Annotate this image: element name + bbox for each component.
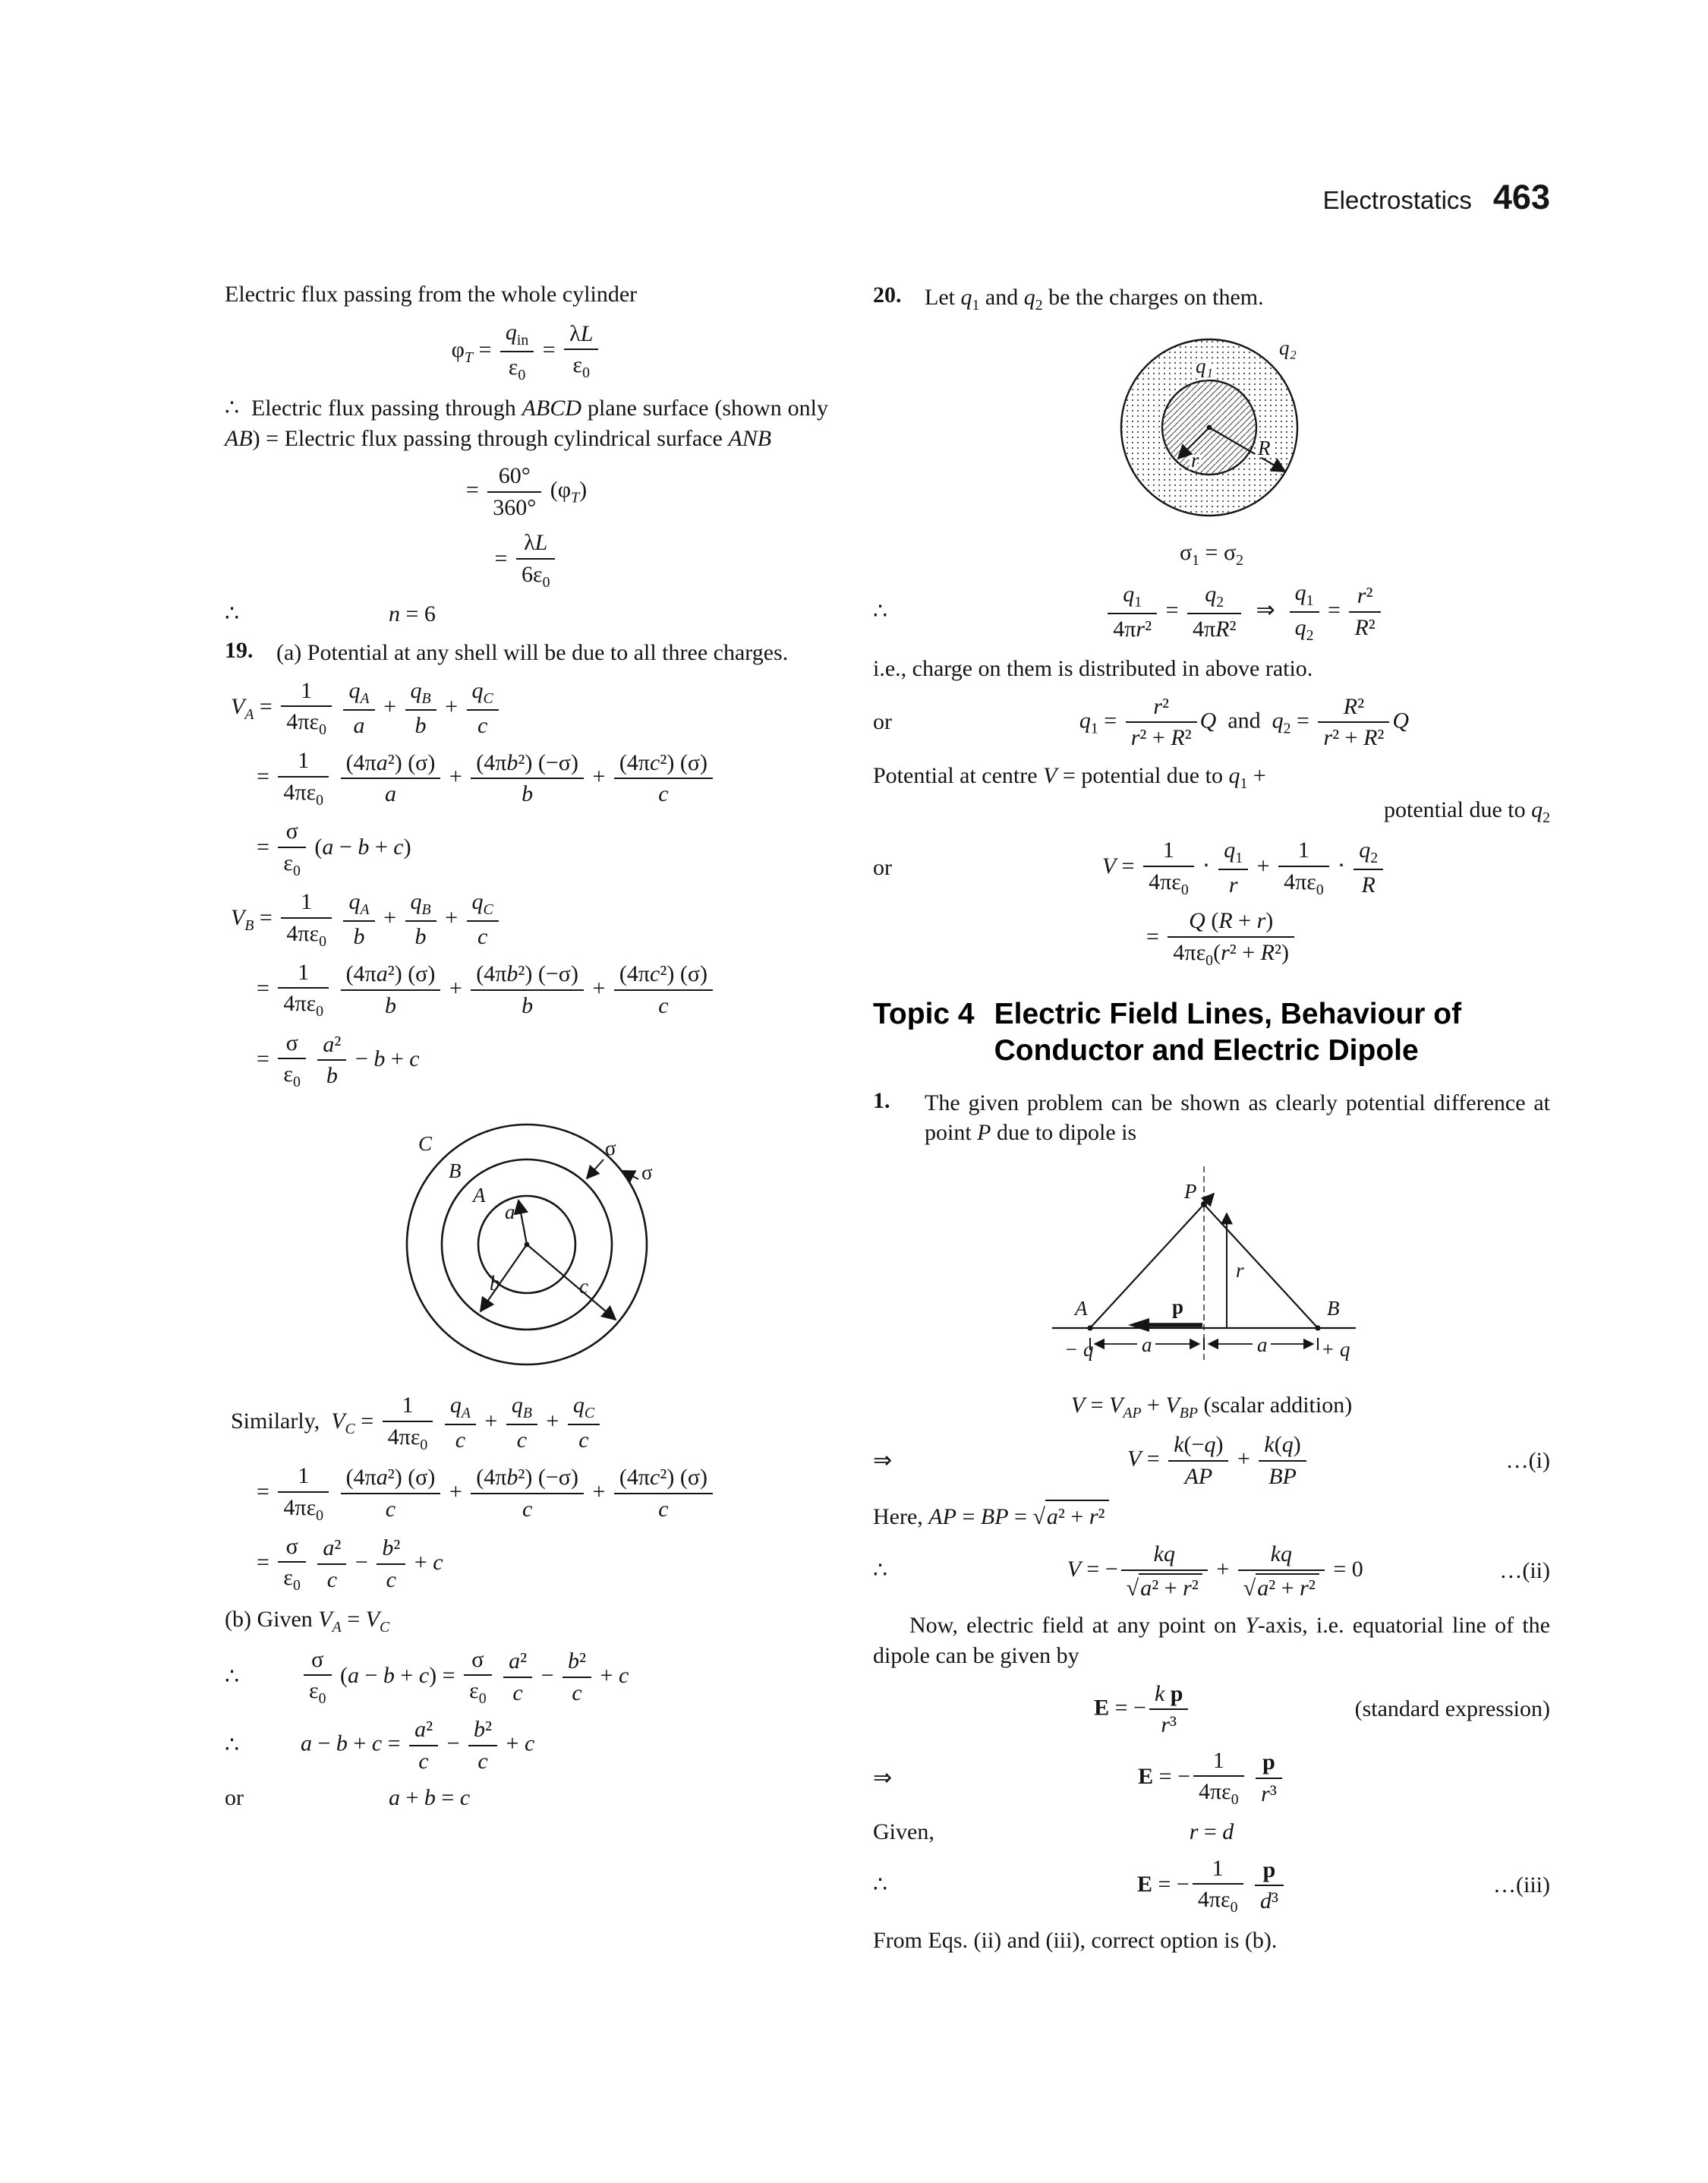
- question-19-text: (a) Potential at any shell will be due to all three charges.: [276, 640, 789, 666]
- charge-a-dot: [1087, 1325, 1092, 1330]
- sigma-mid-leader: [587, 1159, 603, 1178]
- potential-centre-text-2: potential due to $q_2$: [1383, 797, 1550, 827]
- equation-vb-3: = $\frac{\sigma}{\varepsilon_0}$ $\frac{\text{a²}}{b}$ − b + c: [257, 1030, 420, 1091]
- equation-n-row: [225, 601, 828, 628]
- equation-v-row: [873, 838, 1550, 898]
- equation-q1q2: $q_1$ = $\frac{\text{r²}}{\text{r² + R²}}$ Q and $q_2$ = $\frac{\text{R²}}{\text{r² + R²}}$ Q: [1079, 693, 1410, 751]
- question-1: [873, 1088, 1550, 1148]
- question-20-text: Let $q_1$ and $q_2$ be the charges on them.: [925, 285, 1264, 314]
- standard-expression-tag: (standard expression): [1354, 1696, 1550, 1722]
- equation-vb-1: $V_B$ = $\frac{1}{4\pi\varepsilon_0}$ $\frac{q_A}{b}$ + $\frac{q_B}{b}$ + $\frac{q_C}{c}$: [231, 889, 828, 950]
- dipole-diagram: [999, 1157, 1424, 1382]
- label-shell-b: B: [448, 1159, 461, 1183]
- label-r: r: [1191, 449, 1199, 472]
- equation-ratio: $\frac{q_1}{\text{4πr²}}$ = $\frac{q_2}{\text{4πR²}}$ ⇒ $\frac{q_1}{q_2}$ = $\frac{\text{r²}}{\text{R²}}$: [938, 580, 1550, 644]
- equation-iii: E = − $\frac{1}{4\pi\varepsilon_0}$ $\frac{p}{\text{d³}}$: [938, 1856, 1486, 1916]
- label-a-point: A: [1075, 1296, 1088, 1320]
- charge-b-dot: [1315, 1325, 1320, 1330]
- label-radius-a: a: [504, 1200, 515, 1224]
- conclusion-text: From Eqs. (ii) and (iii), correct option is (b).: [873, 1928, 1278, 1954]
- equation-n: n = 6: [389, 601, 436, 627]
- equation-v: V = $\frac{1}{4\pi\varepsilon_0}$ ⋅ $\frac{q_1}{r}$ + $\frac{1}{4\pi\varepsilon_0}$ ⋅ $\frac{q_2}{R}$: [938, 838, 1550, 898]
- left-column: [225, 273, 828, 1822]
- or-label: or: [873, 709, 892, 735]
- label-sigma-mid: σ: [604, 1137, 616, 1160]
- concentric-shells-diagram: [379, 1100, 675, 1383]
- label-a-dist-right: a: [1257, 1333, 1268, 1356]
- equation-standard2-row: [873, 1748, 1550, 1809]
- page-number: 463: [1492, 178, 1550, 216]
- implies-symbol: ⇒: [873, 1765, 893, 1790]
- implies-symbol: ⇒: [873, 1448, 893, 1474]
- equation-va-3: = $\frac{\sigma}{\varepsilon_0}$ (a − b + c): [257, 819, 411, 879]
- equation-ii: V = − $\frac{kq}{\text{√a² + r²}}$ + $\frac{kq}{\text{√a² + r²}}$ = 0: [1067, 1541, 1363, 1601]
- equation-vb-2: = $\frac{1}{4\pi\varepsilon_0}$ $\frac{\text{(4πa²) (σ)}}{b}$ + $\frac{\text{(4πb²) (−σ)}}{b}$ + $\frac{\text{(4πc²) (σ)}}{c}$: [257, 960, 828, 1021]
- question-1-number: 1.: [873, 1087, 890, 1113]
- equation-b3-row: [225, 1784, 828, 1812]
- given-label: Given,: [873, 1819, 934, 1844]
- topic-heading: [873, 996, 1550, 1070]
- or-label: or: [873, 855, 892, 881]
- label-shell-a: A: [472, 1184, 485, 1207]
- label-r-distance: r: [1236, 1258, 1244, 1282]
- page-header: [0, 178, 1550, 217]
- label-sigma-outer: σ: [641, 1161, 653, 1185]
- ratio-note-text: i.e., charge on them is distributed in above ratio.: [873, 656, 1313, 682]
- label-q2: q₂: [1279, 336, 1297, 360]
- equation-60-360: = $\frac{60^\circ}{360^\circ}$ $(\varphi_T)$: [465, 463, 588, 520]
- label-plus-q: + q: [1321, 1337, 1350, 1361]
- equation-b2: a − b + c = $\frac{\text{a²}}{c}$ − $\frac{\text{b²}}{c}$ + c: [301, 1717, 535, 1774]
- label-minus-q: − q: [1064, 1337, 1094, 1361]
- label-a-dist-left: a: [1142, 1333, 1152, 1356]
- label-radius-c: c: [578, 1275, 588, 1298]
- here-ap-bp-text: Here, AP = BP = √a² + r²: [873, 1500, 1550, 1532]
- part-b-given-text: (b) Given $V_A = V_C$: [225, 1606, 390, 1636]
- therefore-symbol: ∴: [873, 1558, 888, 1584]
- equation-standard2: E = − $\frac{1}{4\pi\varepsilon_0}$ $\frac{p}{\text{r³}}$: [938, 1748, 1485, 1809]
- therefore-symbol: ∴: [225, 1664, 240, 1689]
- potential-centre-text: Potential at centre V = potential due to $q_1$ +: [873, 763, 1266, 792]
- equatorial-line-text: Now, electric field at any point on Y-axis, i.e. equatorial line of the dipole can be given by: [873, 1613, 1550, 1668]
- equation-standard-row: [873, 1681, 1550, 1738]
- equation-ii-row: [873, 1541, 1550, 1601]
- equation-vc-2: = $\frac{1}{4\pi\varepsilon_0}$ $\frac{\text{(4πa²) (σ)}}{c}$ + $\frac{\text{(4πb²) (−σ)}}{c}$ + $\frac{\text{(4πc²) (σ)}}{c}$: [257, 1463, 828, 1524]
- chapter-title: Electrostatics: [1322, 186, 1472, 214]
- flux-intro-text: Electric flux passing from the whole cylinder: [225, 282, 638, 307]
- equation-vc-3: = $\frac{\sigma}{\varepsilon_0}$ $\frac{\text{a²}}{c}$ − $\frac{\text{b²}}{c}$ + c: [257, 1533, 443, 1595]
- equation-sigma: $\sigma_1 = \sigma_2$: [1179, 540, 1244, 569]
- equation-b1: $\frac{\sigma}{\varepsilon_0}$ (a − b + c) = $\frac{\sigma}{\varepsilon_0}$ $\frac{\text{a²}}{c}$ − $\frac{\text{b²}}{c}$ + c: [290, 1647, 828, 1708]
- right-column: [873, 273, 1550, 1962]
- equation-i: V = $\frac{k(-q)}{AP}$ + $\frac{k(q)}{BP}$: [938, 1432, 1498, 1489]
- equation-q1q2-row: [873, 694, 1550, 751]
- question-19-number: 19.: [225, 638, 254, 664]
- p-vector-arrowhead: [1128, 1318, 1149, 1332]
- topic-title: [994, 996, 1462, 1070]
- equation-va-2: = $\frac{1}{4\pi\varepsilon_0}$ $\frac{\text{(4πa²) (σ)}}{a}$ + $\frac{\text{(4πb²) (−σ)}}{b}$ + $\frac{\text{(4πc²) (σ)}}{c}$: [257, 748, 828, 809]
- equation-iii-tag: …(iii): [1493, 1872, 1550, 1898]
- equation-va-1: $V_A$ = $\frac{1}{4\pi\varepsilon_0}$ $\frac{q_A}{a}$ + $\frac{q_B}{b}$ + $\frac{q_C}{c}$: [231, 678, 828, 739]
- charged-spheres-diagram: [1094, 324, 1329, 529]
- equation-b2-row: [225, 1717, 828, 1774]
- equation-standard: E = − $\frac{\text{k p}}{\text{r³}}$: [938, 1681, 1347, 1738]
- topic-number: Topic 4: [873, 997, 975, 1030]
- equation-scalar-addition: $V = V_{AP} + V_{BP}$ (scalar addition): [1070, 1392, 1353, 1421]
- label-q1: q₁: [1196, 355, 1213, 378]
- or-label: or: [225, 1784, 244, 1810]
- equation-v-result: = $\frac{Q (R + r)}{4\pi\varepsilon_0(r^2 + R^2)}$: [873, 908, 1550, 969]
- label-R: R: [1258, 437, 1271, 460]
- label-p-point: P: [1184, 1179, 1197, 1203]
- equation-b3: a + b = c: [389, 1784, 471, 1810]
- equation-flux-total: $\varphi_T$ = $q_{in}$ $\varepsilon_0$ = $\frac{\lambda L}{\varepsilon_0}$: [225, 320, 828, 383]
- label-shell-c: C: [418, 1132, 432, 1156]
- question-19: [225, 638, 828, 668]
- equation-vc-1: Similarly, $V_C$ = $\frac{1}{4\pi\varepsilon_0}$ $\frac{q_A}{c}$ + $\frac{q_B}{c}$ + $\frac{q_C}{c}$: [231, 1393, 828, 1453]
- question-1-text: The given problem can be shown as clearly potential difference at point P due to dipole is: [925, 1090, 1550, 1146]
- question-20-number: 20.: [873, 282, 902, 308]
- radius-a-arrow: [518, 1200, 527, 1244]
- question-20: [873, 282, 1550, 315]
- therefore-symbol: ∴: [225, 601, 240, 627]
- topic-title-line1: Electric Field Lines, Behaviour of: [994, 997, 1462, 1030]
- label-radius-b: b: [489, 1272, 499, 1295]
- equation-ii-tag: …(ii): [1499, 1558, 1550, 1584]
- topic-title-line2: Conductor and Electric Dipole: [994, 1034, 1419, 1068]
- equation-ratio-row: [873, 580, 1550, 644]
- therefore-symbol: ∴: [873, 599, 888, 625]
- point-p-dot: [1201, 1201, 1207, 1207]
- equation-lambda-6e0: = $\frac{\lambda L}{6\varepsilon_0}$: [225, 530, 828, 591]
- line-b-to-p: [1204, 1204, 1318, 1328]
- equation-i-tag: …(i): [1505, 1448, 1550, 1474]
- equation-iii-row: [873, 1856, 1550, 1916]
- equation-i-row: [873, 1432, 1550, 1489]
- therefore-symbol: ∴: [225, 1733, 240, 1759]
- radius-b-arrow: [481, 1244, 527, 1311]
- line-a-to-p: [1090, 1194, 1214, 1328]
- flux-plane-paragraph: ∴ Electric flux passing through ABCD plane surface (shown only AB) = Electric flux passing through cylindrical surface ANB: [225, 395, 829, 451]
- therefore-symbol: ∴: [873, 1872, 888, 1898]
- given-row: [873, 1819, 1550, 1846]
- equation-r-equals-d: r = d: [1189, 1819, 1234, 1844]
- equation-b1-row: [225, 1647, 828, 1708]
- label-p-vector: p: [1172, 1295, 1184, 1318]
- label-b-point: B: [1327, 1296, 1340, 1320]
